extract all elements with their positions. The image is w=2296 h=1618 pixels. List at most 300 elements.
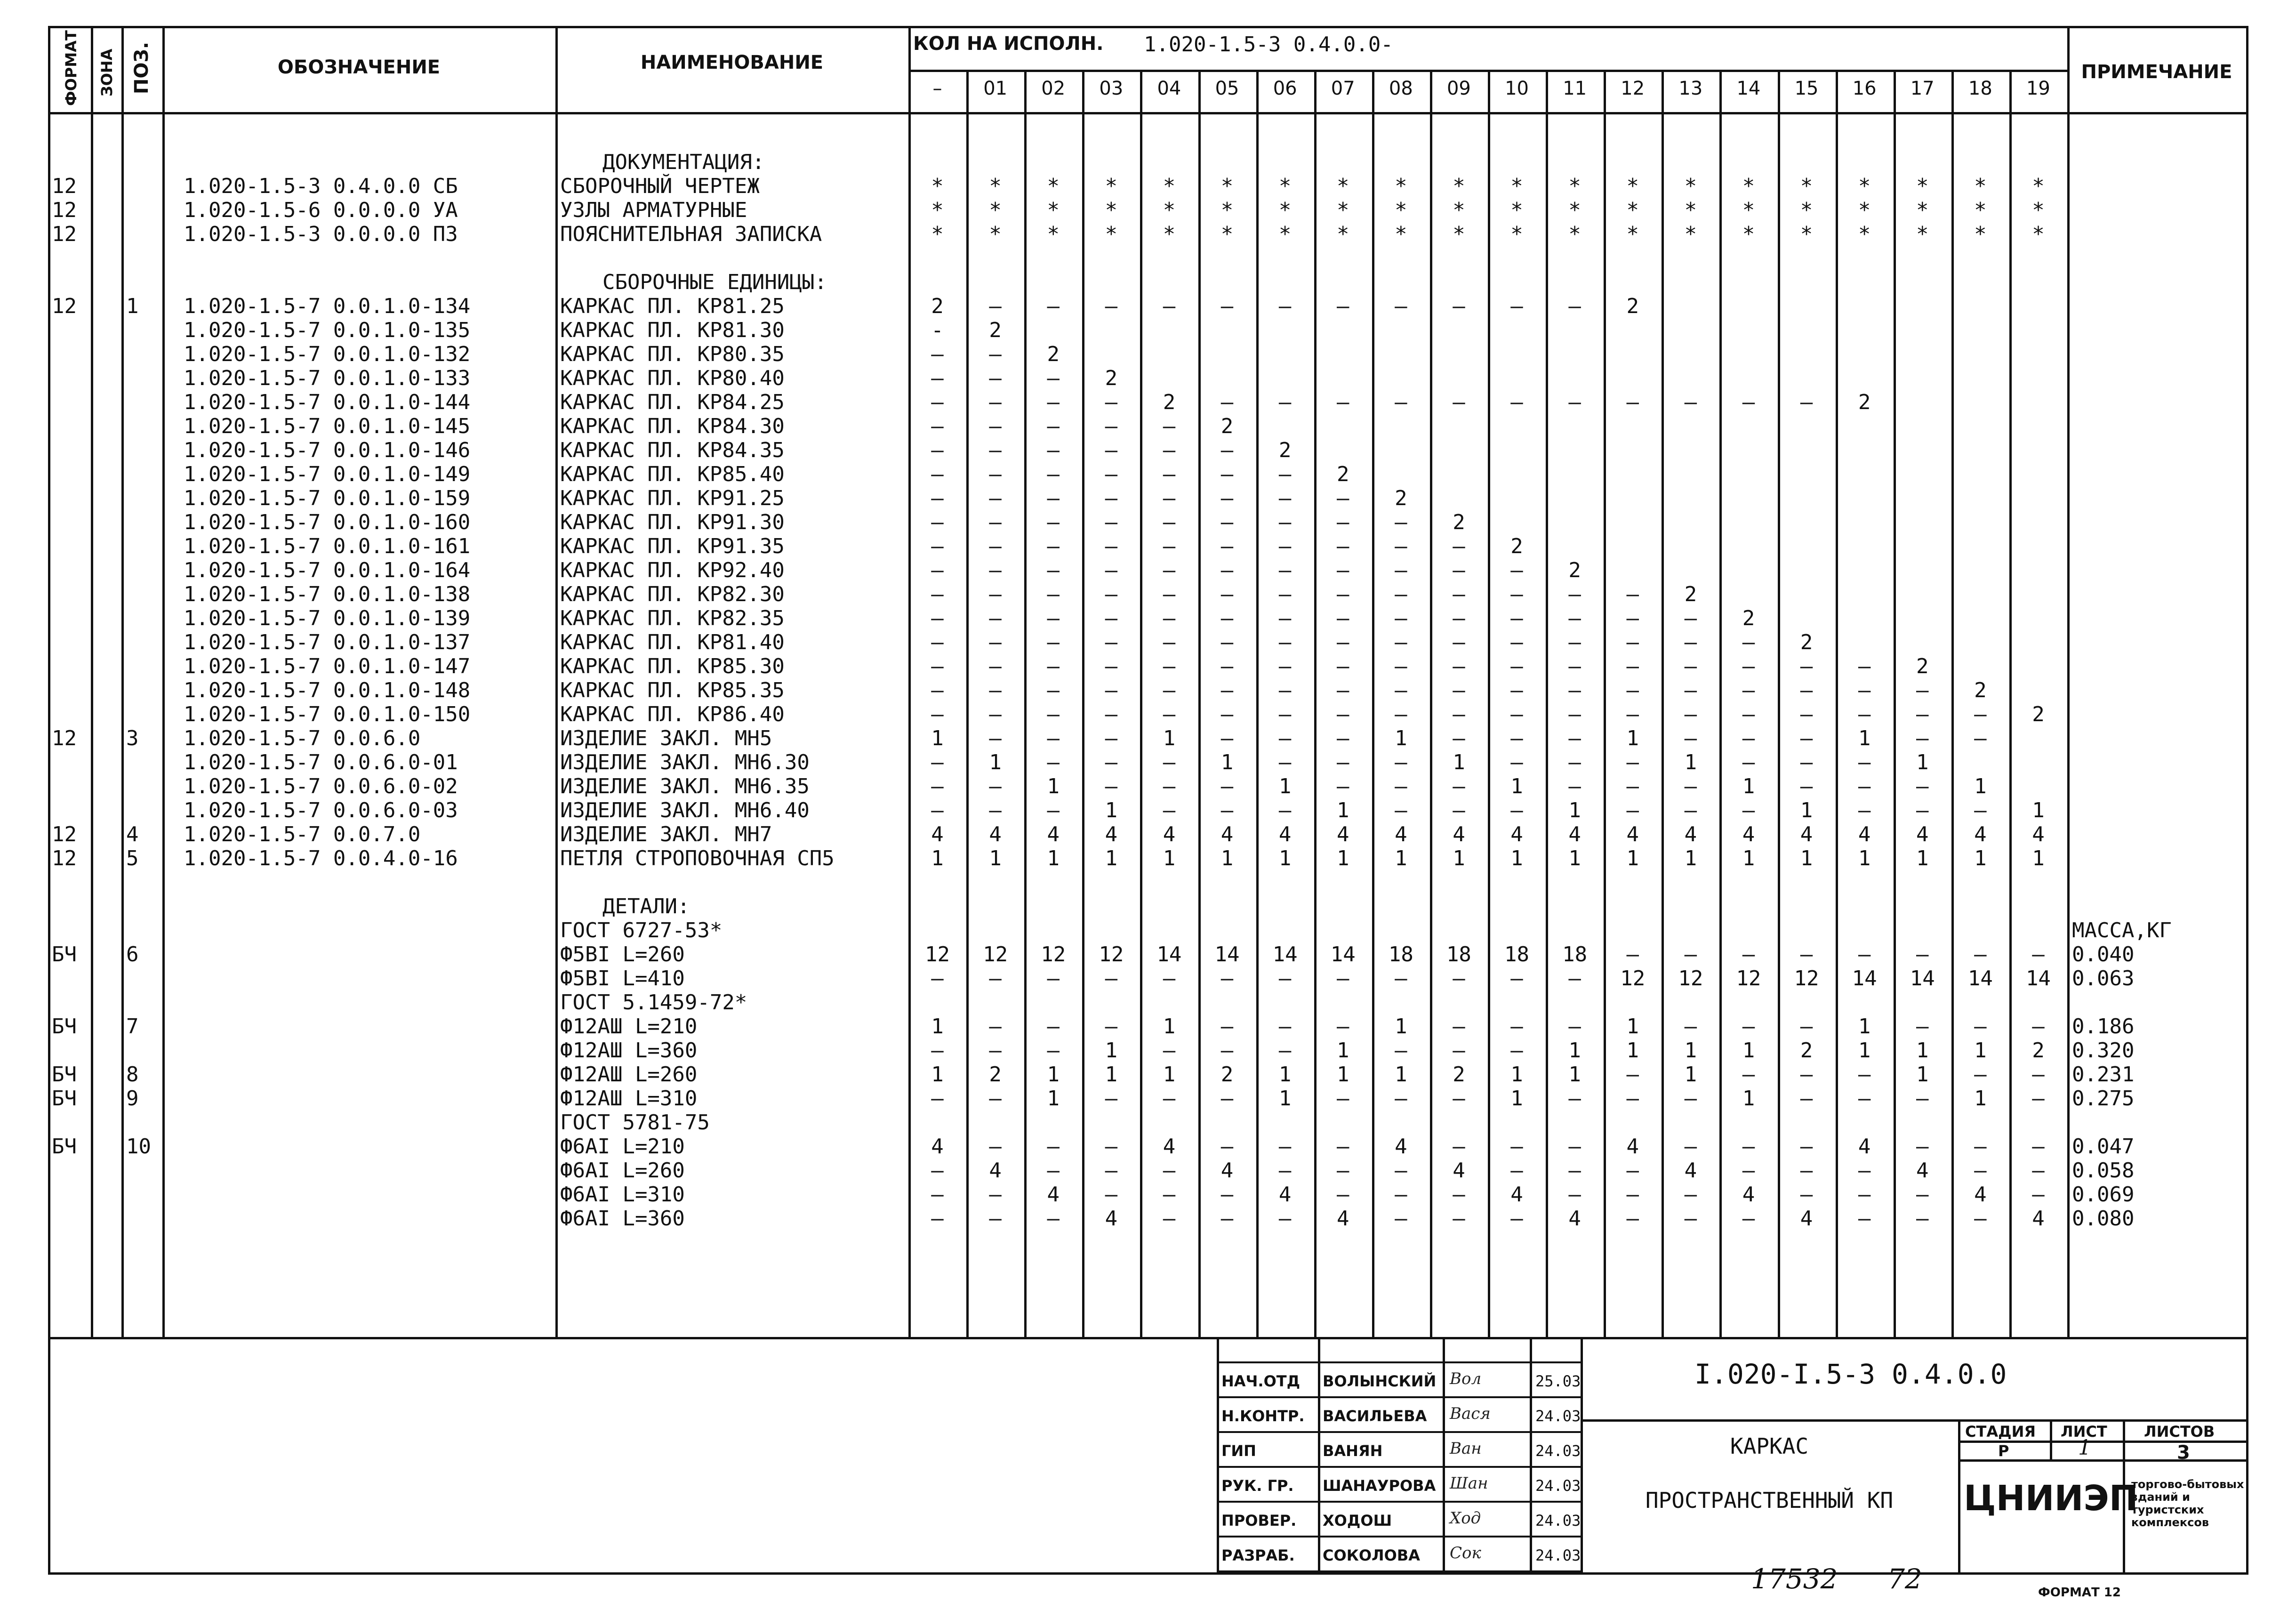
- row-qty: –: [1105, 606, 1118, 630]
- variant-header: 10: [1505, 78, 1529, 99]
- row-designation: 1.020-1.5-7 0.0.1.0-146: [184, 438, 471, 462]
- row-qty: –: [1510, 702, 1523, 726]
- row-qty: –: [1105, 294, 1118, 318]
- row-qty: –: [1395, 1159, 1407, 1183]
- header-qty-label: КОЛ НА ИСПОЛН.: [913, 33, 1104, 55]
- row-qty: –: [1800, 1135, 1813, 1159]
- row-name: КАРКАС ПЛ. КР82.30: [560, 582, 785, 606]
- row-qty: 4: [1800, 822, 1813, 846]
- row-designation: 1.020-1.5-6 0.0.0.0 УА: [184, 198, 458, 222]
- row-qty: –: [1105, 558, 1118, 582]
- row-qty: *: [1278, 222, 1292, 246]
- row-qty: *: [1858, 174, 1871, 198]
- row-format: 12: [52, 198, 77, 222]
- row-qty: –: [1047, 798, 1060, 822]
- row-qty: –: [1858, 1159, 1871, 1183]
- row-qty: –: [1278, 1159, 1292, 1183]
- row-qty: –: [1684, 1207, 1697, 1231]
- row-qty: *: [1105, 174, 1118, 198]
- row-qty: 2: [1453, 1063, 1465, 1087]
- row-qty: *: [1858, 198, 1871, 222]
- row-name: Ф6АI L=260: [560, 1159, 685, 1183]
- row-qty: –: [1163, 534, 1176, 558]
- row-qty: –: [1858, 1087, 1871, 1111]
- row-qty: 1: [1568, 798, 1581, 822]
- row-name: ИЗДЕЛИЕ ЗАКЛ. МН6.30: [560, 750, 810, 774]
- row-qty: –: [1510, 558, 1523, 582]
- row-qty: 4: [1916, 822, 1929, 846]
- row-qty: 18: [1446, 942, 1471, 966]
- row-qty: –: [1974, 1207, 1987, 1231]
- row-qty: –: [1800, 678, 1813, 702]
- row-qty: –: [1336, 1014, 1349, 1038]
- variant-header: 04: [1157, 78, 1181, 99]
- row-qty: –: [989, 1087, 1002, 1111]
- row-note: МАССА,КГ: [2072, 918, 2172, 942]
- row-qty: –: [1220, 486, 1234, 510]
- sheet-label: ЛИСТ: [2061, 1423, 2107, 1441]
- row-qty: –: [1626, 654, 1639, 678]
- variant-header: 07: [1331, 78, 1355, 99]
- variant-header: 14: [1736, 78, 1761, 99]
- row-qty: –: [1568, 582, 1581, 606]
- row-qty: –: [1453, 1087, 1465, 1111]
- inventory-number: 17532: [1751, 1563, 1838, 1595]
- row-qty: –: [1453, 558, 1465, 582]
- row-qty: –: [1105, 678, 1118, 702]
- row-qty: –: [1453, 726, 1465, 750]
- row-name: КАРКАС ПЛ. КР86.40: [560, 702, 785, 726]
- row-qty: –: [1395, 558, 1407, 582]
- row-designation: 1.020-1.5-7 0.0.1.0-164: [184, 558, 471, 582]
- row-qty: –: [1105, 1014, 1118, 1038]
- row-qty: 1: [1800, 846, 1813, 870]
- row-qty: –: [1800, 1183, 1813, 1207]
- row-qty: –: [1395, 798, 1407, 822]
- row-qty: –: [989, 1207, 1002, 1231]
- row-format: БЧ: [52, 1063, 77, 1087]
- row-qty: –: [1220, 534, 1234, 558]
- row-qty: 1: [1916, 1063, 1929, 1087]
- row-qty: 1: [1626, 726, 1639, 750]
- row-qty: –: [1163, 654, 1176, 678]
- row-qty: –: [1858, 1207, 1871, 1231]
- row-qty: 4: [1626, 1135, 1639, 1159]
- row-qty: –: [1163, 630, 1176, 654]
- row-qty: 1: [1163, 846, 1176, 870]
- row-qty: –: [1510, 294, 1523, 318]
- row-designation: 1.020-1.5-7 0.0.1.0-138: [184, 582, 471, 606]
- row-qty: 1: [1395, 1063, 1407, 1087]
- row-name: КАРКАС ПЛ. КР81.30: [560, 318, 785, 342]
- row-qty: –: [1105, 462, 1118, 486]
- row-qty: 18: [1388, 942, 1413, 966]
- row-name: Ф12АШ L=260: [560, 1063, 698, 1087]
- row-qty: –: [931, 630, 944, 654]
- row-qty: 1: [1568, 1063, 1581, 1087]
- row-qty: –: [1626, 942, 1639, 966]
- row-name: ДОКУМЕНТАЦИЯ:: [602, 150, 765, 174]
- row-qty: *: [1684, 222, 1697, 246]
- row-qty: *: [1278, 198, 1292, 222]
- row-name: КАРКАС ПЛ. КР91.35: [560, 534, 785, 558]
- tb-stage-col1: [2050, 1419, 2052, 1459]
- row-qty: –: [1453, 1014, 1465, 1038]
- row-qty: –: [1336, 750, 1349, 774]
- row-qty: 12: [1794, 966, 1819, 990]
- row-qty: –: [989, 654, 1002, 678]
- row-qty: –: [1395, 1207, 1407, 1231]
- row-qty: –: [1220, 294, 1234, 318]
- row-qty: 1: [1336, 846, 1349, 870]
- row-qty: –: [1742, 390, 1755, 414]
- row-qty: *: [1742, 198, 1755, 222]
- row-qty: –: [1453, 294, 1465, 318]
- row-qty: –: [1047, 702, 1060, 726]
- row-name: КАРКАС ПЛ. КР84.30: [560, 414, 785, 438]
- row-qty: *: [1568, 198, 1581, 222]
- row-qty: –: [931, 702, 944, 726]
- row-qty: –: [1858, 942, 1871, 966]
- row-qty: –: [1278, 702, 1292, 726]
- stage-label: СТАДИЯ: [1965, 1423, 2036, 1441]
- col-name-left: [555, 26, 558, 1339]
- row-qty: –: [1858, 678, 1871, 702]
- row-qty: –: [1626, 606, 1639, 630]
- row-qty: 14: [1214, 942, 1240, 966]
- row-qty: 1: [1220, 750, 1234, 774]
- row-qty: –: [1510, 798, 1523, 822]
- row-qty: –: [1220, 510, 1234, 534]
- row-qty: –: [931, 1183, 944, 1207]
- row-qty: –: [1800, 702, 1813, 726]
- row-qty: 4: [1336, 822, 1349, 846]
- row-name: ДЕТАЛИ:: [602, 894, 690, 918]
- row-pos: 4: [126, 822, 139, 846]
- row-name: ИЗДЕЛИЕ ЗАКЛ. МН6.40: [560, 798, 810, 822]
- row-name: ИЗДЕЛИЕ ЗАКЛ. МН6.35: [560, 774, 810, 798]
- row-qty: –: [1336, 558, 1349, 582]
- row-qty: 14: [1156, 942, 1182, 966]
- row-qty: 2: [989, 1063, 1002, 1087]
- signer-name: ВОЛЫНСКИЙ: [1323, 1372, 1437, 1390]
- row-qty: –: [1163, 1183, 1176, 1207]
- row-qty: –: [1395, 390, 1407, 414]
- row-qty: –: [1278, 582, 1292, 606]
- row-qty: 2: [1974, 678, 1987, 702]
- signer-role: РАЗРАБ.: [1221, 1546, 1295, 1564]
- row-qty: *: [1220, 222, 1234, 246]
- row-qty: –: [931, 462, 944, 486]
- row-qty: –: [1568, 1014, 1581, 1038]
- row-qty: –: [1047, 486, 1060, 510]
- row-qty: –: [1163, 414, 1176, 438]
- row-qty: –: [1105, 774, 1118, 798]
- signer-date: 24.03: [1535, 1546, 1581, 1564]
- frame-header-bottom: [48, 112, 2248, 114]
- row-qty: 1: [1278, 1063, 1292, 1087]
- row-qty: –: [1336, 702, 1349, 726]
- row-qty: –: [1163, 966, 1176, 990]
- row-qty: 1: [1047, 1087, 1060, 1111]
- row-qty: –: [1163, 438, 1176, 462]
- row-qty: *: [1453, 198, 1465, 222]
- row-qty: 4: [2032, 822, 2045, 846]
- row-qty: *: [1105, 198, 1118, 222]
- row-qty: 4: [1626, 822, 1639, 846]
- row-name: Ф12АШ L=310: [560, 1087, 698, 1111]
- row-qty: –: [1047, 438, 1060, 462]
- row-qty: 4: [1105, 822, 1118, 846]
- row-qty: 1: [1163, 726, 1176, 750]
- row-name: Ф6АI L=360: [560, 1207, 685, 1231]
- signer-date: 24.03: [1535, 1512, 1581, 1529]
- row-qty: –: [1163, 1207, 1176, 1231]
- row-name: КАРКАС ПЛ. КР84.25: [560, 390, 785, 414]
- row-qty: 4: [1800, 1207, 1813, 1231]
- row-qty: –: [1974, 726, 1987, 750]
- row-qty: 1: [1684, 750, 1697, 774]
- row-qty: –: [1626, 390, 1639, 414]
- header-note: ПРИМЕЧАНИЕ: [2081, 61, 2232, 83]
- row-qty: –: [1278, 534, 1292, 558]
- row-qty: 4: [1974, 822, 1987, 846]
- row-qty: –: [2032, 1014, 2045, 1038]
- row-qty: –: [1453, 630, 1465, 654]
- row-qty: *: [1220, 174, 1234, 198]
- row-qty: –: [1278, 558, 1292, 582]
- row-qty: 2: [2032, 1038, 2045, 1063]
- row-qty: 2: [1800, 630, 1813, 654]
- row-qty: –: [1510, 390, 1523, 414]
- variant-header: 06: [1273, 78, 1297, 99]
- row-qty: –: [931, 486, 944, 510]
- row-qty: *: [1163, 174, 1176, 198]
- row-qty: 2: [1626, 294, 1639, 318]
- row-qty: –: [989, 342, 1002, 366]
- row-qty: –: [1047, 1014, 1060, 1038]
- row-qty: –: [1568, 966, 1581, 990]
- row-qty: –: [2032, 1063, 2045, 1087]
- row-qty: –: [1568, 390, 1581, 414]
- row-qty: 1: [989, 750, 1002, 774]
- row-designation: 1.020-1.5-7 0.0.1.0-147: [184, 654, 471, 678]
- row-qty: –: [1047, 1159, 1060, 1183]
- row-qty: 4: [1742, 1183, 1755, 1207]
- tb-stage-col2: [2123, 1419, 2125, 1459]
- row-qty: 1: [1568, 1038, 1581, 1063]
- row-qty: –: [931, 606, 944, 630]
- row-qty: –: [1105, 486, 1118, 510]
- row-designation: 1.020-1.5-7 0.0.1.0-160: [184, 510, 471, 534]
- row-qty: –: [1626, 774, 1639, 798]
- row-format: БЧ: [52, 1135, 77, 1159]
- variant-header: 01: [983, 78, 1008, 99]
- row-qty: –: [1858, 654, 1871, 678]
- row-format: 12: [52, 726, 77, 750]
- row-qty: –: [1105, 438, 1118, 462]
- row-qty: –: [1626, 678, 1639, 702]
- row-qty: –: [1568, 678, 1581, 702]
- row-qty: 1: [1858, 846, 1871, 870]
- row-designation: 1.020-1.5-7 0.0.1.0-137: [184, 630, 471, 654]
- row-qty: –: [2032, 1183, 2045, 1207]
- row-qty: –: [1684, 942, 1697, 966]
- row-qty: 12: [1678, 966, 1703, 990]
- row-qty: 4: [931, 1135, 944, 1159]
- row-qty: –: [1742, 1014, 1755, 1038]
- row-qty: –: [1916, 726, 1929, 750]
- row-qty: –: [1568, 774, 1581, 798]
- row-qty: –: [931, 966, 944, 990]
- row-qty: 4: [1684, 822, 1697, 846]
- row-qty: 4: [1568, 1207, 1581, 1231]
- row-qty: –: [1105, 510, 1118, 534]
- signer-signature: Ход: [1450, 1509, 1481, 1528]
- row-qty: *: [2032, 222, 2045, 246]
- row-designation: 1.020-1.5-7 0.0.1.0-133: [184, 366, 471, 390]
- row-format: БЧ: [52, 1087, 77, 1111]
- row-qty: –: [989, 414, 1002, 438]
- row-qty: –: [1684, 390, 1697, 414]
- row-qty: –: [1336, 966, 1349, 990]
- row-qty: 2: [1800, 1038, 1813, 1063]
- row-qty: *: [989, 222, 1002, 246]
- row-qty: 14: [1272, 942, 1298, 966]
- sheets-value: 3: [2177, 1442, 2190, 1464]
- row-qty: *: [1800, 198, 1813, 222]
- row-qty: –: [1163, 798, 1176, 822]
- org-subtitle: торгово-бытовых зданий и туристских комплексов: [2131, 1478, 2244, 1529]
- row-qty: –: [1453, 702, 1465, 726]
- row-qty: –: [931, 798, 944, 822]
- row-qty: 2: [1336, 462, 1349, 486]
- row-qty: –: [1800, 942, 1813, 966]
- row-qty: 2: [1742, 606, 1755, 630]
- row-qty: *: [1742, 174, 1755, 198]
- row-qty: 1: [2032, 846, 2045, 870]
- row-qty: –: [1568, 702, 1581, 726]
- row-qty: –: [1047, 294, 1060, 318]
- sheets-label: ЛИСТОВ: [2144, 1423, 2215, 1441]
- signer-date: 24.03: [1535, 1477, 1581, 1495]
- signer-date: 25.03: [1535, 1372, 1581, 1390]
- row-qty: –: [1395, 1087, 1407, 1111]
- org-logo: ЦНИИЭП: [1964, 1478, 2138, 1519]
- row-pos: 7: [126, 1014, 139, 1038]
- row-qty: –: [1163, 462, 1176, 486]
- row-qty: *: [1336, 222, 1349, 246]
- row-qty: –: [1568, 294, 1581, 318]
- row-qty: –: [1916, 1183, 1929, 1207]
- row-qty: –: [1220, 462, 1234, 486]
- row-qty: –: [1047, 654, 1060, 678]
- signer-signature: Вася: [1450, 1404, 1491, 1423]
- row-qty: –: [1684, 726, 1697, 750]
- row-qty: 1: [1684, 846, 1697, 870]
- row-qty: –: [989, 294, 1002, 318]
- signer-signature: Сок: [1450, 1544, 1481, 1562]
- row-qty: *: [1800, 174, 1813, 198]
- row-qty: 2: [1395, 486, 1407, 510]
- row-qty: –: [1047, 534, 1060, 558]
- row-qty: 2: [1220, 414, 1234, 438]
- row-qty: –: [1163, 294, 1176, 318]
- row-qty: 2: [1278, 438, 1292, 462]
- row-qty: 4: [1858, 1135, 1871, 1159]
- row-qty: –: [1568, 606, 1581, 630]
- row-qty: –: [1278, 1014, 1292, 1038]
- row-qty: –: [1800, 1159, 1813, 1183]
- row-qty: –: [989, 582, 1002, 606]
- row-qty: 1: [1858, 1038, 1871, 1063]
- row-qty: *: [1916, 198, 1929, 222]
- signer-role: ГИП: [1221, 1442, 1256, 1460]
- row-qty: –: [1220, 606, 1234, 630]
- row-qty: 1: [1974, 846, 1987, 870]
- row-qty: –: [1047, 366, 1060, 390]
- row-qty: 2: [1510, 534, 1523, 558]
- row-qty: –: [1510, 606, 1523, 630]
- row-qty: 1: [1742, 1038, 1755, 1063]
- row-qty: –: [1858, 1183, 1871, 1207]
- row-qty: –: [1742, 1063, 1755, 1087]
- row-qty: *: [1800, 222, 1813, 246]
- row-qty: 1: [2032, 798, 2045, 822]
- row-qty: *: [1395, 198, 1407, 222]
- row-qty: 2: [1916, 654, 1929, 678]
- row-qty: *: [1510, 222, 1523, 246]
- row-format: 12: [52, 222, 77, 246]
- row-qty: –: [1800, 1014, 1813, 1038]
- row-qty: –: [2032, 1087, 2045, 1111]
- row-qty: –: [1742, 798, 1755, 822]
- col-pos-left: [121, 26, 124, 1339]
- row-qty: *: [1163, 222, 1176, 246]
- row-qty: –: [1278, 750, 1292, 774]
- sheet-value: 1: [2078, 1436, 2091, 1460]
- row-qty: –: [1278, 678, 1292, 702]
- row-qty: –: [1395, 702, 1407, 726]
- col-note-left: [2067, 26, 2070, 1339]
- row-qty: –: [1453, 678, 1465, 702]
- row-qty: –: [1510, 678, 1523, 702]
- row-qty: –: [1105, 630, 1118, 654]
- signer-name: СОКОЛОВА: [1323, 1546, 1420, 1564]
- row-qty: 14: [1910, 966, 1935, 990]
- row-qty: 4: [1105, 1207, 1118, 1231]
- row-qty: *: [1626, 222, 1639, 246]
- row-qty: 4: [1395, 822, 1407, 846]
- row-name: Ф6АI L=310: [560, 1183, 685, 1207]
- row-qty: –: [1453, 654, 1465, 678]
- row-qty: *: [1974, 198, 1987, 222]
- row-qty: 4: [1858, 822, 1871, 846]
- row-designation: 1.020-1.5-7 0.0.1.0-148: [184, 678, 471, 702]
- row-qty: –: [1684, 1087, 1697, 1111]
- row-qty: 1: [1220, 846, 1234, 870]
- row-qty: 4: [1047, 822, 1060, 846]
- row-designation: 1.020-1.5-7 0.0.1.0-144: [184, 390, 471, 414]
- row-designation: 1.020-1.5-7 0.0.1.0-150: [184, 702, 471, 726]
- row-qty: –: [1510, 1159, 1523, 1183]
- row-qty: –: [1163, 702, 1176, 726]
- row-qty: *: [1684, 174, 1697, 198]
- row-qty: –: [1220, 1038, 1234, 1063]
- row-qty: –: [1336, 582, 1349, 606]
- row-qty: –: [989, 510, 1002, 534]
- row-qty: –: [1336, 534, 1349, 558]
